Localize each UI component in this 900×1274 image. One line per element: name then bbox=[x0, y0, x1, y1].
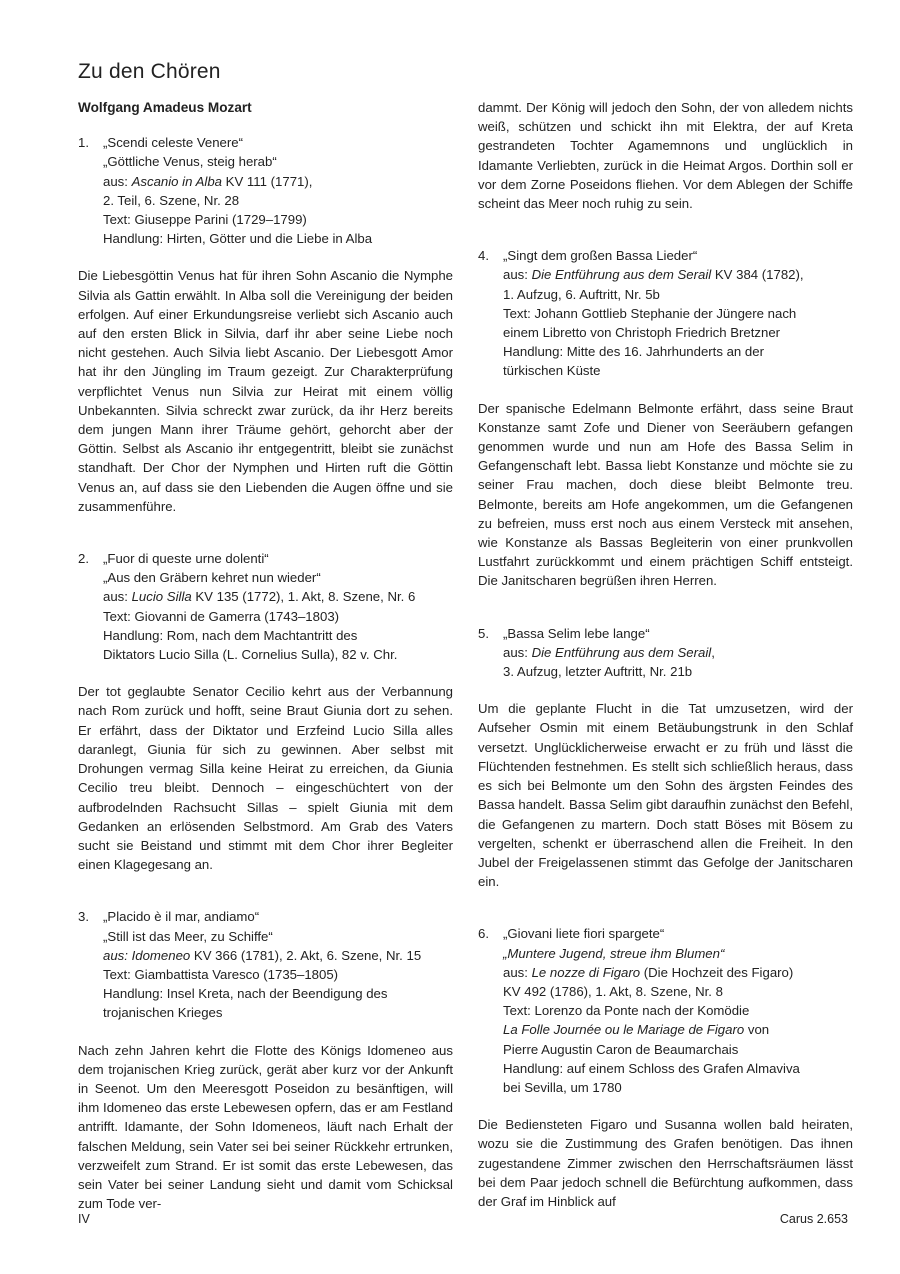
synopsis-paragraph-2: Der tot geglaubte Senator Cecilio kehrt aus der Verbannung nach Rom zurück und hofft, seine Braut Giunia dort zu sehen. Er erfährt, dass der Diktator und Erzfeind Lucio Silla alles daranlegt, Giunia für sich zu gewinnen. Aber selbst mit Drohungen vermag Silla keine Heirat zu erreichen, da Giunia Cecilio treu bleibt. Dennoch – eingeschüchtert von der aufbrodelnden Rachsucht Sillas – spielt Giunia mit dem Gedanken an erlösenden Selbstmord. Am Grab des Vaters sucht sie Beistand und stimmt mit dem Chor ihrer Begleiter einen Klagegesang an. bbox=[78, 684, 453, 873]
item-detail: Text: Johann Gottlieb Stephanie der Jüngere nach bbox=[503, 305, 797, 321]
item-detail: Handlung: Insel Kreta, nach der Beendigung des bbox=[103, 986, 388, 1002]
item-detail: 2. Teil, 6. Szene, Nr. 28 bbox=[103, 192, 240, 208]
chorus-item-2 bbox=[78, 549, 453, 664]
item-detail: La Folle Journée ou le Mariage de Figaro von bbox=[503, 1022, 770, 1038]
item-title-original: „Fuor di queste urne dolenti“ bbox=[103, 551, 269, 567]
item-title-german: „Aus den Gräbern kehret nun wieder“ bbox=[103, 570, 321, 586]
item-detail: türkischen Küste bbox=[503, 363, 601, 379]
item-number: 2. bbox=[78, 551, 89, 567]
item-number: 6. bbox=[478, 926, 489, 942]
item-source: aus: Lucio Silla KV 135 (1772), 1. Akt, 8. Szene, Nr. 6 bbox=[103, 589, 416, 605]
item-title-german: „Muntere Jugend, streue ihm Blumen“ bbox=[503, 945, 725, 961]
item-title-original: „Placido è il mar, andiamo“ bbox=[103, 909, 260, 925]
item-detail: Text: Giovanni de Gamerra (1743–1803) bbox=[103, 608, 340, 624]
synopsis-paragraph-3: Nach zehn Jahren kehrt die Flotte des Königs Idomeneo aus dem trojanischen Krieg zurück, gerät aber kurz vor der Ankunft in Seenot. Um den Meeresgott Poseidon zu besänftigen, will ihm Idomeneo das erste Lebewesen opfern, das er am Festland antrifft. Idamante, der Sohn Idomeneos, läuft nach Erhalt der falschen Meldung, sein Vater sei bei seiner Rückkehr ertrunken, verzweifelt zum Strand. Er ist somit das erste Lebewesen, das sein Vater bei seiner Landung sieht und damit vom Schicksal zum Tode ver- bbox=[78, 1042, 453, 1212]
chorus-item-4 bbox=[478, 246, 853, 380]
item-detail: trojanischen Krieges bbox=[103, 1005, 223, 1021]
chorus-item-1 bbox=[78, 133, 453, 248]
left-column bbox=[78, 98, 453, 1213]
item-detail: Pierre Augustin Caron de Beaumarchais bbox=[503, 1041, 739, 1057]
chorus-item-6 bbox=[478, 924, 853, 1097]
synopsis-paragraph-3-continued: dammt. Der König will jedoch den Sohn, der von alledem nichts weiß, schützen und schickt ihn mit Elektra, der auf Kreta gestrandeten Tochter Agamemnons und unglücklich in Idamante Verliebten, zurück in die Heimat Argos. Dorthin soll er vor dem Zorne Poseidons fliehen. Vor dem Ablegen der Schiffe scheint das Meer noch ruhig zu sein. bbox=[478, 100, 853, 212]
item-detail: Handlung: Mitte des 16. Jahrhunderts an der bbox=[503, 344, 764, 360]
item-source: aus: Die Entführung aus dem Serail KV 384 (1782), bbox=[503, 267, 804, 283]
composer-heading: Wolfgang Amadeus Mozart bbox=[78, 100, 252, 115]
synopsis-paragraph-6: Die Bediensteten Figaro und Susanna wollen bald heiraten, wozu sie die Zustimmung des Grafen benötigen. Das ihnen zugestandene Zimmer zwischen den Herrschaftsräumen lässt bei dem Paar jedoch schnell die Befürchtung aufkommen, dass der Graf im Hinblick auf bbox=[478, 1117, 853, 1209]
page-title: Zu den Chören bbox=[78, 60, 221, 83]
item-number: 1. bbox=[78, 135, 89, 151]
page-number: IV bbox=[78, 1212, 90, 1226]
item-title-german: „Singt dem großen Bassa Lieder“ bbox=[503, 248, 698, 264]
synopsis-paragraph-4: Der spanische Edelmann Belmonte erfährt, dass seine Braut Konstanze samt Zofe und Diener von Seeräubern gefangen genommen wurde und nun am Hofe des Bassa Selim in Gefangenschaft lebt. Bassa liebt Konstanze und möchte sie zu seiner Frau machen, doch diese bleibt Belmonte treu. Belmonte, bereits am Hofe angekommen, um die Gefangenen zu befreien, muss erst noch aus einem Versteck mit ansehen, wie Konstanze als Bassas Begleiterin von einer prunkvollen Lustfahrt zurückkommt und einem prächtigen Schiff entsteigt. Die Janitscharen begrüßen ihren Herren. bbox=[478, 400, 853, 589]
item-detail: Diktators Lucio Silla (L. Cornelius Sulla), 82 v. Chr. bbox=[103, 647, 398, 663]
item-detail: Handlung: Hirten, Götter und die Liebe in Alba bbox=[103, 231, 373, 247]
item-title-original: „Scendi celeste Venere“ bbox=[103, 135, 244, 151]
item-source: aus: Idomeneo KV 366 (1781), 2. Akt, 6. Szene, Nr. 15 bbox=[103, 947, 422, 963]
right-column bbox=[478, 98, 853, 1211]
synopsis-paragraph-5: Um die geplante Flucht in die Tat umzusetzen, wird der Aufseher Osmin mit einem Betäubungstrunk in den Schlaf versetzt. Unglücklicherweise erwacht er zu früh und lässt die Flüchtenden festnehmen. Es stellt sich schließlich heraus, dass es sich bei Belmonte um den Sohn des ärgsten Feindes des Bassa handelt. Bassa Selim gibt daraufhin zunächst den Befehl, die Gefangenen zu martern. Doch statt Böses mit Bösem zu vergelten, schenkt er überraschend allen die Freiheit. In den Jubel der Freigelassenen stimmt das Gefolge der Janitscharen ein. bbox=[478, 701, 853, 890]
item-source: aus: Die Entführung aus dem Serail, bbox=[503, 644, 715, 660]
item-detail: Text: Giambattista Varesco (1735–1805) bbox=[103, 966, 339, 982]
item-detail: 3. Aufzug, letzter Auftritt, Nr. 21b bbox=[503, 664, 693, 680]
item-title-german: „Bassa Selim lebe lange“ bbox=[503, 625, 650, 641]
item-detail: einem Libretto von Christoph Friedrich Bretzner bbox=[503, 325, 781, 341]
item-number: 5. bbox=[478, 625, 489, 641]
chorus-item-5 bbox=[478, 624, 853, 682]
item-number: 4. bbox=[478, 248, 489, 264]
item-detail: 1. Aufzug, 6. Auftritt, Nr. 5b bbox=[503, 286, 660, 302]
item-title-german: „Still ist das Meer, zu Schiffe“ bbox=[103, 928, 273, 944]
item-title-german: „Göttliche Venus, steig herab“ bbox=[103, 154, 277, 170]
item-source: aus: Ascanio in Alba KV 111 (1771), bbox=[103, 173, 313, 189]
synopsis-paragraph-1: Die Liebesgöttin Venus hat für ihren Sohn Ascanio die Nymphe Silvia als Gattin erwählt. In Alba soll die Vereinigung der beiden erfolgen. Auf einer Erkundungsreise verliebt sich Ascanio auch auf den ersten Blick in Silvia, darf ihr aber seine Liebe noch nicht gestehen. Auch Silvia liebt Ascanio. Der Liebesgott Amor hat ihr den Jüngling im Traum gezeigt. Zur Charakterprüfung verpflichtet Venus nun Silvia zur Heirat mit einem völlig Unbekannten. Silvia schreckt zwar zurück, da ihr Herz bereits dem jungen Mann ihrer Träume gehört, gehorcht aber der Göttin. Selbst als Ascanio ihr entgegentritt, bleibt sie zunächst standhaft. Der Chor der Nymphen und Hirten ruft die Göttin Venus an, auf dass sie den Liebenden die Augen öffne und sie zusammenführe. bbox=[78, 268, 453, 514]
chorus-item-3 bbox=[78, 907, 453, 1022]
item-detail: Text: Giuseppe Parini (1729–1799) bbox=[103, 212, 307, 228]
item-detail: KV 492 (1786), 1. Akt, 8. Szene, Nr. 8 bbox=[503, 983, 723, 999]
item-number: 3. bbox=[78, 909, 89, 925]
item-detail: Handlung: Rom, nach dem Machtantritt des bbox=[103, 627, 358, 643]
item-detail: Handlung: auf einem Schloss des Grafen Almaviva bbox=[503, 1060, 800, 1076]
item-source: aus: Le nozze di Figaro (Die Hochzeit des Figaro) bbox=[503, 964, 794, 980]
item-detail: bei Sevilla, um 1780 bbox=[503, 1079, 622, 1095]
catalog-number: Carus 2.653 bbox=[779, 1212, 848, 1226]
item-title-original: „Giovani liete fiori spargete“ bbox=[503, 926, 665, 942]
item-detail: Text: Lorenzo da Ponte nach der Komödie bbox=[503, 1003, 750, 1019]
